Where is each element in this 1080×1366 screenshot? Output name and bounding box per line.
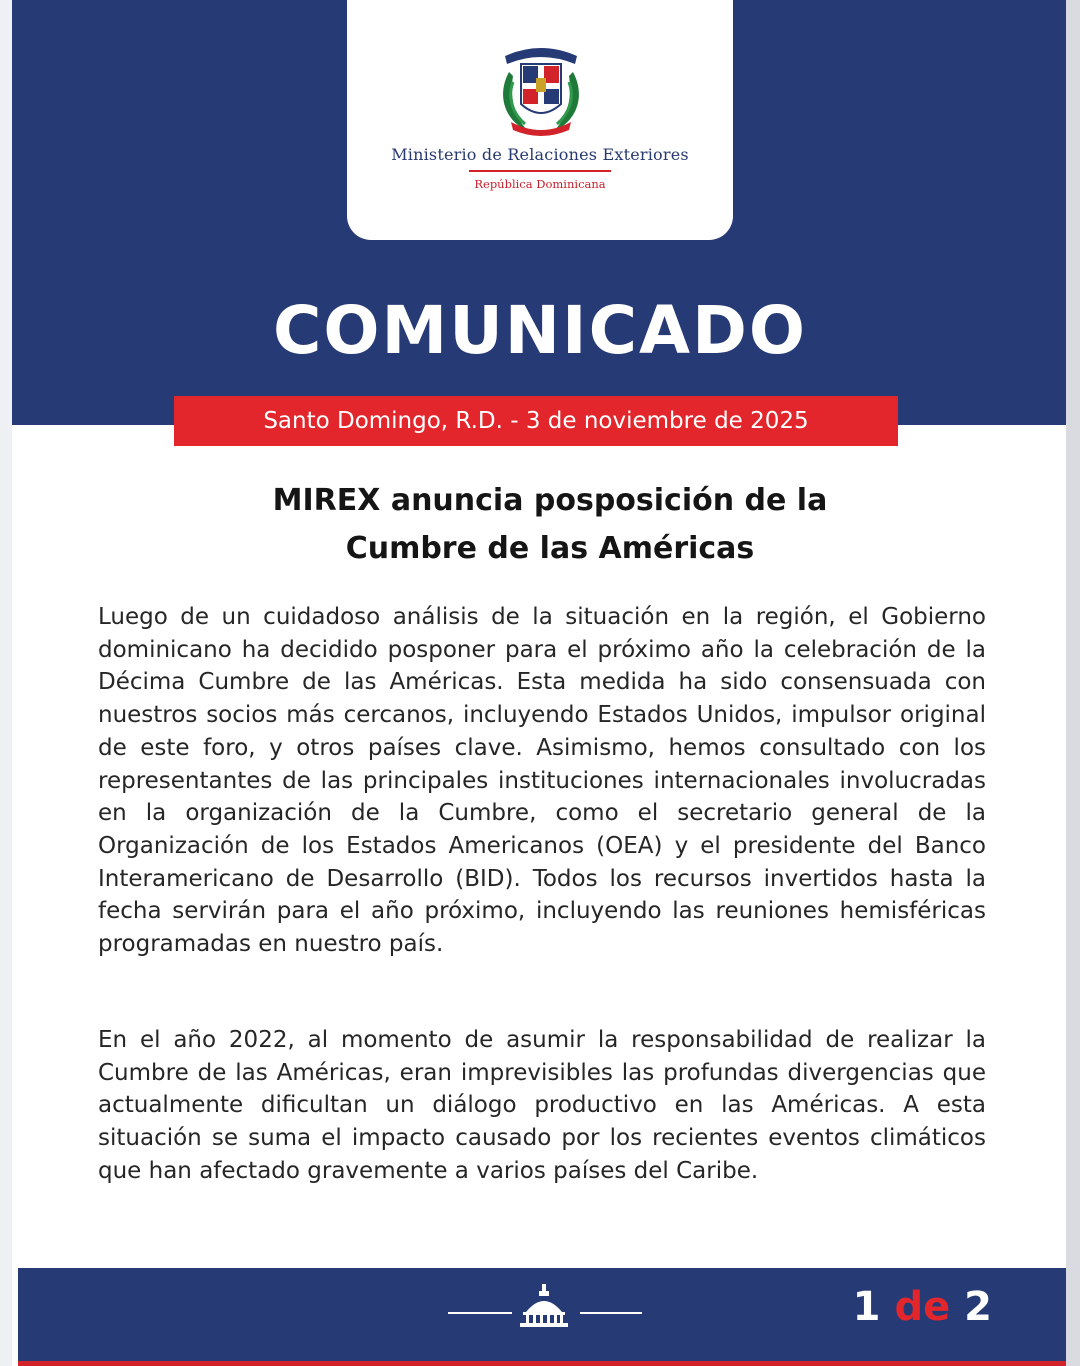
page-total: 2 [964, 1284, 992, 1330]
article-paragraph-2: En el año 2022, al momento de asumir la responsabilidad de realizar la Cumbre de las Américas, eran imprevisibles las profundas divergencias que actualmente dificultan un diálogo productivo en las Américas. A esta situación se suma el impacto causado por los recientes eventos climáticos que han afectado gravemente a varios países del Caribe. [98, 1027, 986, 1184]
article-title-line-2: Cumbre de las Américas [345, 531, 755, 566]
page-frame-left [0, 0, 12, 1366]
page-frame-right [1066, 0, 1080, 1366]
dateline-banner: Santo Domingo, R.D. - 3 de noviembre de 2025 [174, 396, 898, 446]
page-headline: COMUNICADO [272, 292, 807, 369]
ministry-logo-card [347, 0, 733, 240]
footer-divider-right [580, 1312, 642, 1314]
page-current: 1 [852, 1284, 881, 1330]
capitol-dome-icon [518, 1284, 570, 1328]
country-name: República Dominicana [474, 177, 606, 191]
page-counter [853, 1284, 992, 1330]
footer-band [18, 1268, 1066, 1366]
ministry-name: Ministerio de Relaciones Exteriores [391, 145, 689, 164]
article-title [100, 477, 1000, 573]
footer-divider-left [448, 1312, 512, 1314]
article-paragraph-1: Luego de un cuidadoso análisis de la situación en la región, el Gobierno dominicano ha decidido posponer para el próximo año la celebración de la Décima Cumbre de las Américas. Esta medida ha sido consensuada con nuestros socios más cercanos, incluyendo Estados Unidos, impulsor original de este foro, y otros países clave. Asimismo, hemos consultado con los representantes de las principales instituciones internacionales involucradas en la organización de la Cumbre, como el secretario general de la Organización de los Estados Americanos (OEA) y el presidente del Banco Interamericano de Desarrollo (BID). Todos los recursos invertidos hasta la fecha servirán para el año próximo, incluyendo las reuniones hemisféricas programadas en nuestro país. [98, 604, 986, 958]
ministry-divider [469, 170, 611, 172]
coat-of-arms-icon [495, 42, 587, 138]
page-separator: de [894, 1284, 951, 1330]
article-title-line-1: MIREX anuncia posposición de la [272, 483, 828, 518]
